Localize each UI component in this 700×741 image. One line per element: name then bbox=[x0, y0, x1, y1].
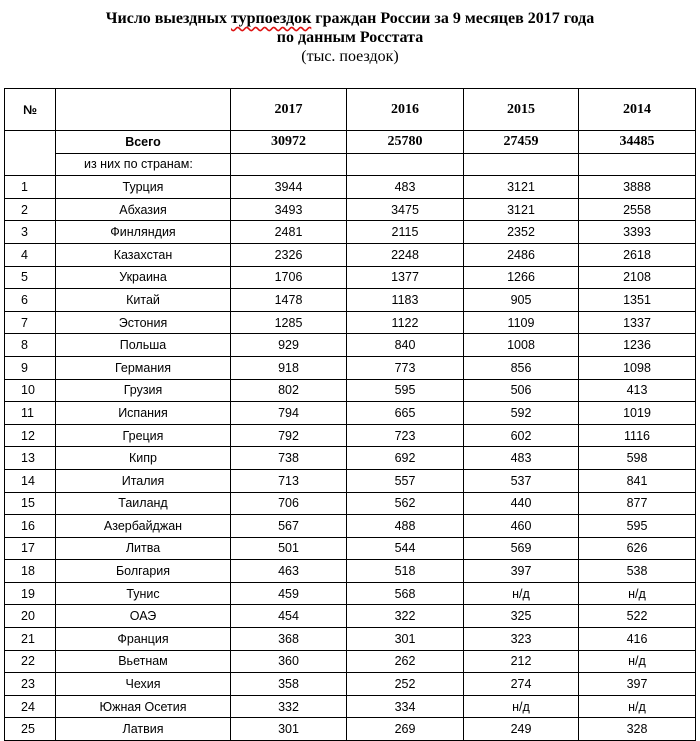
value-2014: 1098 bbox=[579, 356, 696, 379]
country-name: ОАЭ bbox=[56, 605, 231, 628]
table-row bbox=[5, 718, 696, 741]
value-2015: 1266 bbox=[464, 266, 579, 289]
trips-table bbox=[4, 88, 696, 741]
value-2017: 501 bbox=[231, 537, 347, 560]
value-2016: 269 bbox=[347, 718, 464, 741]
value-2015: 2352 bbox=[464, 221, 579, 244]
value-2015: н/д bbox=[464, 695, 579, 718]
value-2015: 905 bbox=[464, 289, 579, 312]
value-2017: 918 bbox=[231, 356, 347, 379]
value-2017: 463 bbox=[231, 560, 347, 583]
value-2016: 483 bbox=[347, 176, 464, 199]
title-text-end: граждан России за 9 месяцев 2017 года bbox=[311, 10, 595, 27]
value-2016: 252 bbox=[347, 673, 464, 696]
header-year-2016: 2016 bbox=[347, 89, 464, 131]
value-2014: 3393 bbox=[579, 221, 696, 244]
row-number: 13 bbox=[5, 447, 56, 470]
table-row bbox=[5, 289, 696, 312]
value-2017: 3493 bbox=[231, 198, 347, 221]
row-number: 12 bbox=[5, 424, 56, 447]
value-2016: 301 bbox=[347, 628, 464, 651]
table-row bbox=[5, 311, 696, 334]
value-2015: 592 bbox=[464, 402, 579, 425]
header-year-2014: 2014 bbox=[579, 89, 696, 131]
value-2017: 301 bbox=[231, 718, 347, 741]
value-2017: 1478 bbox=[231, 289, 347, 312]
country-name: Азербайджан bbox=[56, 515, 231, 538]
value-2016: 518 bbox=[347, 560, 464, 583]
row-number: 2 bbox=[5, 198, 56, 221]
table-row bbox=[5, 379, 696, 402]
table-row bbox=[5, 650, 696, 673]
header-year-2017: 2017 bbox=[231, 89, 347, 131]
value-2017: 929 bbox=[231, 334, 347, 357]
country-name: Вьетнам bbox=[56, 650, 231, 673]
value-2016: 723 bbox=[347, 424, 464, 447]
country-name: Таиланд bbox=[56, 492, 231, 515]
subheader-empty-cell bbox=[347, 153, 464, 176]
value-2015: 212 bbox=[464, 650, 579, 673]
country-name: Южная Осетия bbox=[56, 695, 231, 718]
value-2014: 1236 bbox=[579, 334, 696, 357]
value-2017: 792 bbox=[231, 424, 347, 447]
value-2014: н/д bbox=[579, 695, 696, 718]
row-number: 21 bbox=[5, 628, 56, 651]
row-number: 11 bbox=[5, 402, 56, 425]
value-2017: 802 bbox=[231, 379, 347, 402]
row-number: 19 bbox=[5, 582, 56, 605]
value-2014: 595 bbox=[579, 515, 696, 538]
table-row bbox=[5, 492, 696, 515]
row-number: 1 bbox=[5, 176, 56, 199]
title-line-1 bbox=[0, 9, 700, 28]
value-2014: 1351 bbox=[579, 289, 696, 312]
value-2014: 413 bbox=[579, 379, 696, 402]
value-2017: 706 bbox=[231, 492, 347, 515]
value-2014: 2108 bbox=[579, 266, 696, 289]
value-2017: 1285 bbox=[231, 311, 347, 334]
value-2016: 557 bbox=[347, 469, 464, 492]
table-row bbox=[5, 356, 696, 379]
total-2014: 34485 bbox=[579, 131, 696, 154]
table-row bbox=[5, 243, 696, 266]
value-2016: 3475 bbox=[347, 198, 464, 221]
country-name: Турция bbox=[56, 176, 231, 199]
total-2016: 25780 bbox=[347, 131, 464, 154]
value-2015: 856 bbox=[464, 356, 579, 379]
header-year-2015: 2015 bbox=[464, 89, 579, 131]
row-number: 8 bbox=[5, 334, 56, 357]
country-name: Польша bbox=[56, 334, 231, 357]
country-name: Германия bbox=[56, 356, 231, 379]
value-2014: 1019 bbox=[579, 402, 696, 425]
country-name: Греция bbox=[56, 424, 231, 447]
value-2016: 334 bbox=[347, 695, 464, 718]
title-text-start: Число выездных bbox=[105, 10, 231, 27]
table-row bbox=[5, 560, 696, 583]
value-2017: 713 bbox=[231, 469, 347, 492]
value-2016: 568 bbox=[347, 582, 464, 605]
title-underlined-word: турпоездок bbox=[230, 10, 312, 27]
value-2015: 249 bbox=[464, 718, 579, 741]
total-2015: 27459 bbox=[464, 131, 579, 154]
row-number: 18 bbox=[5, 560, 56, 583]
table-row bbox=[5, 447, 696, 470]
value-2016: 262 bbox=[347, 650, 464, 673]
value-2017: 332 bbox=[231, 695, 347, 718]
value-2016: 2115 bbox=[347, 221, 464, 244]
country-name: Латвия bbox=[56, 718, 231, 741]
table-row bbox=[5, 515, 696, 538]
value-2015: 506 bbox=[464, 379, 579, 402]
value-2015: 1008 bbox=[464, 334, 579, 357]
value-2016: 665 bbox=[347, 402, 464, 425]
value-2016: 1377 bbox=[347, 266, 464, 289]
value-2017: 2481 bbox=[231, 221, 347, 244]
value-2016: 544 bbox=[347, 537, 464, 560]
value-2016: 322 bbox=[347, 605, 464, 628]
value-2016: 692 bbox=[347, 447, 464, 470]
title-units: (тыс. поездок) bbox=[301, 48, 399, 65]
table-row bbox=[5, 695, 696, 718]
value-2014: 538 bbox=[579, 560, 696, 583]
value-2015: 3121 bbox=[464, 198, 579, 221]
value-2016: 488 bbox=[347, 515, 464, 538]
value-2015: н/д bbox=[464, 582, 579, 605]
country-name: Италия bbox=[56, 469, 231, 492]
value-2016: 2248 bbox=[347, 243, 464, 266]
total-2017: 30972 bbox=[231, 131, 347, 154]
total-number-cell bbox=[5, 131, 56, 154]
value-2015: 325 bbox=[464, 605, 579, 628]
country-name: Украина bbox=[56, 266, 231, 289]
country-name: Кипр bbox=[56, 447, 231, 470]
value-2014: 841 bbox=[579, 469, 696, 492]
value-2014: 1116 bbox=[579, 424, 696, 447]
country-name: Казахстан bbox=[56, 243, 231, 266]
value-2017: 3944 bbox=[231, 176, 347, 199]
row-number: 15 bbox=[5, 492, 56, 515]
table-row bbox=[5, 605, 696, 628]
value-2015: 274 bbox=[464, 673, 579, 696]
header-country bbox=[56, 89, 231, 131]
table-row bbox=[5, 673, 696, 696]
value-2016: 562 bbox=[347, 492, 464, 515]
row-number: 6 bbox=[5, 289, 56, 312]
country-name: Китай bbox=[56, 289, 231, 312]
header-row bbox=[5, 89, 696, 131]
subheader-empty-cell bbox=[579, 153, 696, 176]
value-2014: 1337 bbox=[579, 311, 696, 334]
table-row bbox=[5, 334, 696, 357]
value-2015: 460 bbox=[464, 515, 579, 538]
country-name: Чехия bbox=[56, 673, 231, 696]
value-2015: 1109 bbox=[464, 311, 579, 334]
title-line-2: по данным Росстата bbox=[276, 29, 424, 46]
document-title bbox=[0, 9, 700, 66]
country-name: Испания bbox=[56, 402, 231, 425]
row-number: 20 bbox=[5, 605, 56, 628]
value-2015: 483 bbox=[464, 447, 579, 470]
row-number: 14 bbox=[5, 469, 56, 492]
value-2017: 360 bbox=[231, 650, 347, 673]
value-2016: 1122 bbox=[347, 311, 464, 334]
value-2016: 595 bbox=[347, 379, 464, 402]
value-2017: 567 bbox=[231, 515, 347, 538]
row-number: 5 bbox=[5, 266, 56, 289]
value-2015: 397 bbox=[464, 560, 579, 583]
row-number: 23 bbox=[5, 673, 56, 696]
table-row bbox=[5, 469, 696, 492]
country-name: Литва bbox=[56, 537, 231, 560]
value-2017: 368 bbox=[231, 628, 347, 651]
table-row bbox=[5, 628, 696, 651]
value-2017: 454 bbox=[231, 605, 347, 628]
value-2017: 358 bbox=[231, 673, 347, 696]
row-number: 10 bbox=[5, 379, 56, 402]
country-name: Грузия bbox=[56, 379, 231, 402]
value-2015: 3121 bbox=[464, 176, 579, 199]
value-2014: 877 bbox=[579, 492, 696, 515]
subheader-empty-cell bbox=[464, 153, 579, 176]
subheader-number-cell bbox=[5, 153, 56, 176]
value-2015: 440 bbox=[464, 492, 579, 515]
value-2014: 328 bbox=[579, 718, 696, 741]
row-number: 24 bbox=[5, 695, 56, 718]
table-row bbox=[5, 221, 696, 244]
total-label: Всего bbox=[56, 131, 231, 154]
value-2014: 2618 bbox=[579, 243, 696, 266]
value-2016: 840 bbox=[347, 334, 464, 357]
table-row bbox=[5, 424, 696, 447]
table-row bbox=[5, 198, 696, 221]
value-2015: 569 bbox=[464, 537, 579, 560]
row-number: 16 bbox=[5, 515, 56, 538]
country-name: Абхазия bbox=[56, 198, 231, 221]
value-2017: 794 bbox=[231, 402, 347, 425]
value-2014: 598 bbox=[579, 447, 696, 470]
row-number: 7 bbox=[5, 311, 56, 334]
row-number: 25 bbox=[5, 718, 56, 741]
value-2014: 397 bbox=[579, 673, 696, 696]
header-number: № bbox=[5, 89, 56, 131]
value-2017: 459 bbox=[231, 582, 347, 605]
country-name: Финляндия bbox=[56, 221, 231, 244]
subheader-row bbox=[5, 153, 696, 176]
value-2014: 522 bbox=[579, 605, 696, 628]
value-2015: 323 bbox=[464, 628, 579, 651]
table-row bbox=[5, 537, 696, 560]
row-number: 4 bbox=[5, 243, 56, 266]
subheader-label: из них по странам: bbox=[56, 153, 231, 176]
value-2015: 537 bbox=[464, 469, 579, 492]
value-2017: 738 bbox=[231, 447, 347, 470]
total-row bbox=[5, 131, 696, 154]
table-row bbox=[5, 582, 696, 605]
value-2014: 626 bbox=[579, 537, 696, 560]
value-2015: 2486 bbox=[464, 243, 579, 266]
value-2015: 602 bbox=[464, 424, 579, 447]
country-name: Тунис bbox=[56, 582, 231, 605]
value-2014: 3888 bbox=[579, 176, 696, 199]
value-2016: 1183 bbox=[347, 289, 464, 312]
value-2014: н/д bbox=[579, 650, 696, 673]
value-2014: 2558 bbox=[579, 198, 696, 221]
row-number: 3 bbox=[5, 221, 56, 244]
table-row bbox=[5, 176, 696, 199]
row-number: 17 bbox=[5, 537, 56, 560]
value-2014: н/д bbox=[579, 582, 696, 605]
table-row bbox=[5, 402, 696, 425]
row-number: 22 bbox=[5, 650, 56, 673]
value-2017: 2326 bbox=[231, 243, 347, 266]
value-2016: 773 bbox=[347, 356, 464, 379]
country-name: Эстония bbox=[56, 311, 231, 334]
country-name: Болгария bbox=[56, 560, 231, 583]
row-number: 9 bbox=[5, 356, 56, 379]
table-row bbox=[5, 266, 696, 289]
value-2017: 1706 bbox=[231, 266, 347, 289]
subheader-empty-cell bbox=[231, 153, 347, 176]
value-2014: 416 bbox=[579, 628, 696, 651]
country-name: Франция bbox=[56, 628, 231, 651]
